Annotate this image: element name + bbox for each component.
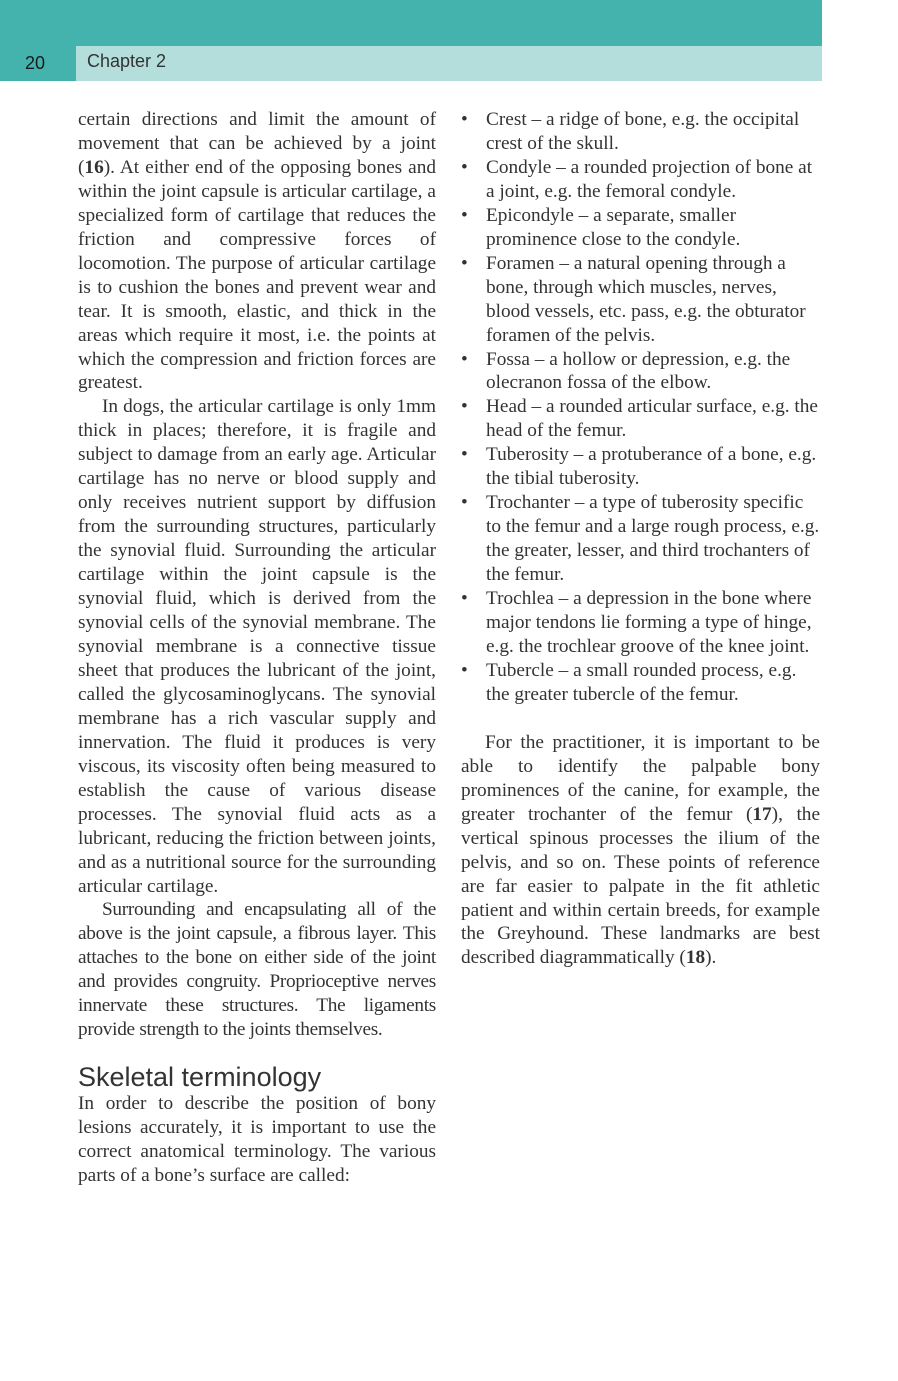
term-text: Tuberosity – a protuberance of a bone, e.g. the tibial tuberosity.	[486, 444, 817, 490]
paragraph-palpable-prominences	[461, 731, 820, 971]
list-item	[461, 156, 820, 204]
term-text: Fossa – a hollow or depression, e.g. the olecranon fossa of the elbow.	[486, 348, 791, 394]
paragraph-text: For the practitioner, it is important to be able to identify the palpable bony prominences of the canine, for example, the greater trochanter of the femur (	[461, 731, 820, 825]
list-item	[461, 108, 820, 156]
term-text: Foramen – a natural opening through a bone, through which muscles, nerves, blood vessels, etc. pass, e.g. the obturator foramen of the pelvis.	[486, 252, 806, 346]
figure-reference: 17	[752, 803, 772, 825]
paragraph-text: ), the vertical spinous processes the ilium of the pelvis, and so on. These points of reference are far easier to palpate in the fit athletic patient and within certain breeds, for example the Greyhound. These landmarks are best described diagrammatically (	[461, 803, 820, 969]
paragraph-text: ).	[705, 947, 717, 969]
bullet-icon: •	[461, 156, 468, 178]
chapter-label: Chapter 2	[87, 51, 167, 71]
term-text: Condyle – a rounded projection of bone at a joint, e.g. the femoral condyle.	[486, 156, 813, 202]
paragraph-joint-movement	[78, 108, 436, 395]
term-text: Trochlea – a depression in the bone where major tendons lie forming a type of hinge, e.g. the trochlear groove of the knee joint.	[486, 588, 812, 657]
page-number: 20	[0, 46, 76, 81]
bullet-icon: •	[461, 588, 468, 610]
term-text: Tubercle – a small rounded process, e.g. the greater tubercle of the femur.	[486, 659, 797, 705]
term-text: Epicondyle – a separate, smaller prominence close to the condyle.	[486, 204, 741, 250]
paragraph-joint-capsule: Surrounding and encapsulating all of the above is the joint capsule, a fibrous layer. This attaches to the bone on either side of the joint and provides congruity. Proprioceptive nerves innervate these structures. The ligaments provide strength to the joints themselves.	[78, 899, 436, 1041]
running-header	[0, 46, 822, 81]
bullet-icon: •	[461, 348, 468, 370]
term-text: Trochanter – a type of tuberosity specific to the femur and a large rough process, e.g. the greater, lesser, and third trochanters of the femur.	[486, 492, 820, 586]
bullet-icon: •	[461, 659, 468, 681]
paragraph-text: ). At either end of the opposing bones and within the joint capsule is articular cartilage, a specialized form of cartilage that reduces the friction and compressive forces of locomotion. The purpose of articular cartilage is to cushion the bones and prevent wear and tear. It is smooth, elastic, and thick in the areas which require it most, i.e. the points at which the compression and friction forces are greatest.	[78, 156, 436, 394]
term-text: Crest – a ridge of bone, e.g. the occipital crest of the skull.	[486, 109, 800, 154]
list-item	[461, 587, 820, 659]
list-item	[461, 491, 820, 587]
figure-reference: 18	[685, 947, 706, 969]
bullet-icon: •	[461, 444, 468, 466]
left-column	[78, 108, 436, 1188]
paragraph-articular-cartilage: In dogs, the articular cartilage is only 1mm thick in places; therefore, it is fragile and subject to damage from an early age. Articular cartilage has no nerve or blood supply and only receives nutrient support by diffusion from the surrounding structures, particularly the synovial fluid. Surrounding the articular cartilage within the joint capsule is the synovial fluid, which is derived from the synovial cells of the synovial membrane. The synovial membrane is a connective tissue sheet that produces the lubricant of the joint, called the glycosaminoglycans. The synovial membrane has a rich vascular supply and innervation. The fluid it produces is very viscous, its viscosity often being measured to establish the cause of various disease processes. The synovial fluid acts as a lubricant, reducing the friction between joints, and as a nutritional source for the surrounding articular cartilage.	[78, 396, 436, 897]
paragraph-text: certain directions and limit the amount of movement that can be achieved by a joint (	[78, 109, 436, 178]
section-heading: Skeletal terminology	[78, 1062, 322, 1093]
paragraph-terminology-intro: In order to describe the position of bony lesions accurately, it is important to use the correct anatomical terminology. The various parts of a bone’s surface are called:	[78, 1093, 436, 1187]
header-top-band	[0, 0, 822, 46]
list-item	[461, 443, 820, 491]
bullet-icon: •	[461, 109, 468, 130]
bullet-icon: •	[461, 204, 468, 226]
figure-reference: 16	[84, 156, 104, 178]
bullet-icon: •	[461, 396, 468, 418]
list-item	[461, 395, 820, 443]
terminology-list	[461, 108, 820, 707]
bullet-icon: •	[461, 492, 468, 514]
right-column	[461, 108, 820, 970]
list-item	[461, 659, 820, 707]
bullet-icon: •	[461, 252, 468, 274]
list-item	[461, 252, 820, 348]
term-text: Head – a rounded articular surface, e.g. the head of the femur.	[486, 396, 818, 442]
list-item	[461, 348, 820, 396]
list-item	[461, 204, 820, 252]
spacer	[461, 707, 820, 731]
